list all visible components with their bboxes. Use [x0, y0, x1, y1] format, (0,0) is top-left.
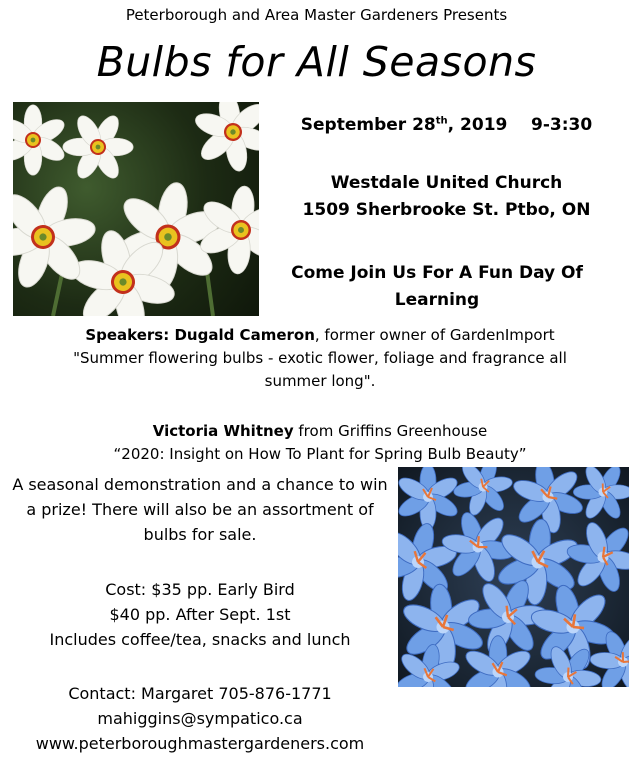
speaker-2-info: from Griffins Greenhouse [293, 422, 488, 440]
contact-website[interactable]: www.peterboroughmastergardeners.com [35, 734, 365, 753]
contact-block [10, 681, 390, 756]
event-description: A seasonal demonstration and a chance to win a prize! There will also be an assortment of bulbs for sale. [12, 475, 388, 544]
cost-block [10, 577, 390, 652]
venue-address: 1509 Sherbrooke St. Ptbo, ON [302, 200, 591, 220]
contact-phone: Contact: Margaret 705-876-1771 [68, 684, 332, 703]
contact-email[interactable]: mahiggins@sympatico.ca [97, 709, 303, 728]
speaker-1-info: , former owner of GardenImport [314, 326, 555, 344]
speaker-1 [60, 324, 580, 347]
crocus-photo [398, 467, 629, 687]
presenter-line: Peterborough and Area Master Gardeners Presents [125, 6, 508, 24]
speakers-label: Speakers: [85, 326, 175, 344]
speaker-2-talk: “2020: Insight on How To Plant for Spring Bulb Beauty” [113, 445, 527, 463]
event-time: 9-3:30 [531, 115, 593, 135]
invitation-text: Come Join Us For A Fun Day Of Learning [291, 263, 583, 310]
speaker-2 [60, 420, 580, 443]
daffodils-photo [13, 102, 259, 316]
speaker-1-talk: "Summer flowering bulbs - exotic flower, foliage and fragrance all summer long". [73, 349, 567, 390]
speaker-2-name: Victoria Whitney [152, 422, 294, 440]
speaker-1-name: Dugald Cameron [174, 326, 315, 344]
cost-includes: Includes coffee/tea, snacks and lunch [49, 630, 351, 649]
venue-name: Westdale United Church [330, 173, 563, 193]
cost-late: $40 pp. After Sept. 1st [109, 605, 291, 624]
event-date [260, 115, 633, 135]
event-date-suffix: th [435, 115, 448, 127]
event-date-year: , 2019 [447, 115, 508, 135]
cost-early-bird: Cost: $35 pp. Early Bird [105, 580, 295, 599]
event-date-day: September 28 [300, 115, 436, 135]
flyer-title: Bulbs for All Seasons [96, 38, 537, 86]
